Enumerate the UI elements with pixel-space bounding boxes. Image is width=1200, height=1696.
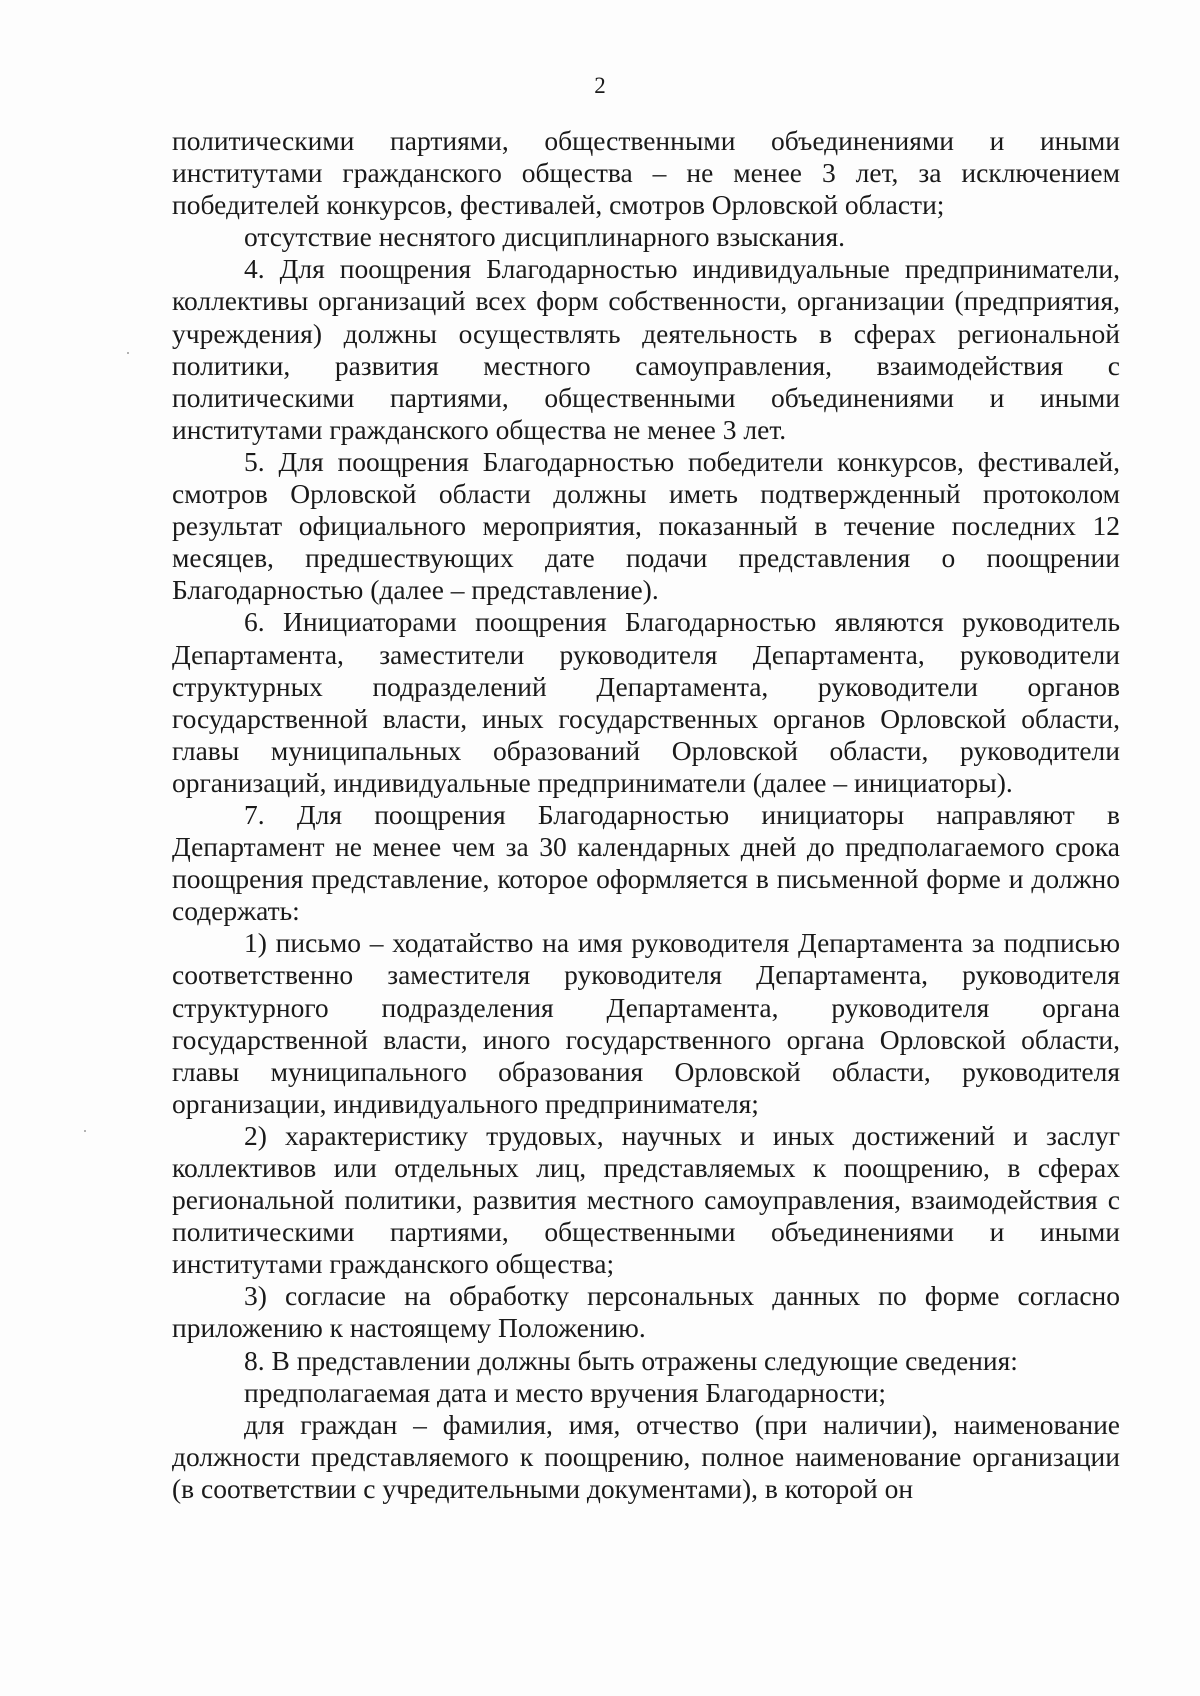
scan-speck xyxy=(127,352,129,354)
paragraph-item-6: 6. Инициаторами поощрения Благодарностью являются руководитель Департамента, заместители руководителя Департамента, руководители структурных подразделений Департамента, руководители органов государственной власти, иных государственных органов Орловской области, главы муниципальных образований Орловской области, руководители организаций, индивидуальные предприниматели (далее – инициаторы). xyxy=(172,606,1120,798)
paragraph-item-8: 8. В представлении должны быть отражены следующие сведения: xyxy=(244,1344,1018,1376)
paragraph-no-disciplinary-penalty: отсутствие неснятого дисциплинарного взыскания. xyxy=(244,221,845,253)
paragraph-award-date-place: предполагаемая дата и место вручения Благодарности; xyxy=(244,1376,886,1408)
scan-speck xyxy=(84,1130,86,1132)
document-body xyxy=(172,125,1120,1505)
paragraph-item-4: 4. Для поощрения Благодарностью индивидуальные предприниматели, коллективы организаций всех форм собственности, организации (предприятия, учреждения) должны осуществлять деятельность в сферах региональной политики, развития местного самоуправления, взаимодействия с политическими партиями, общественными объединениями и иными институтами гражданского общества не менее 3 лет. xyxy=(172,253,1120,445)
paragraph-item-7: 7. Для поощрения Благодарностью инициаторы направляют в Департамент не менее чем за 30 календарных дней до предполагаемого срока поощрения представление, которое оформляется в письменной форме и должно содержать: xyxy=(172,798,1120,927)
paragraph-subitem-2: 2) характеристику трудовых, научных и иных достижений и заслуг коллективов или отдельных лиц, представляемых к поощрению, в сферах региональной политики, развития местного самоуправления, взаимодействия с политическими партиями, общественными объединениями и иными институтами гражданского общества; xyxy=(172,1119,1120,1280)
paragraph-citizens-info: для граждан – фамилия, имя, отчество (при наличии), наименование должности представляемого к поощрению, полное наименование организации (в соответствии с учредительными документами), в которой он xyxy=(172,1408,1120,1504)
paragraph-subitem-1: 1) письмо – ходатайство на имя руководителя Департамента за подписью соответственно заместителя руководителя Департамента, руководителя структурного подразделения Департамента, руководителя органа государственной власти, иного государственного органа Орловской области, главы муниципального образования Орловской области, руководителя организации, индивидуального предпринимателя; xyxy=(172,927,1120,1119)
paragraph-subitem-3: 3) согласие на обработку персональных данных по форме согласно приложению к настоящему Положению. xyxy=(172,1280,1120,1344)
paragraph-item-5: 5. Для поощрения Благодарностью победители конкурсов, фестивалей, смотров Орловской области должны иметь подтвержденный протоколом результат официального мероприятия, показанный в течение последних 12 месяцев, предшествующих дате подачи представления о поощрении Благодарностью (далее – представление). xyxy=(172,445,1120,606)
paragraph-continuation: политическими партиями, общественными объединениями и иными институтами гражданского общества – не менее 3 лет, за исключением победителей конкурсов, фестивалей, смотров Орловской области; xyxy=(172,125,1120,221)
page-number: 2 xyxy=(594,73,606,98)
